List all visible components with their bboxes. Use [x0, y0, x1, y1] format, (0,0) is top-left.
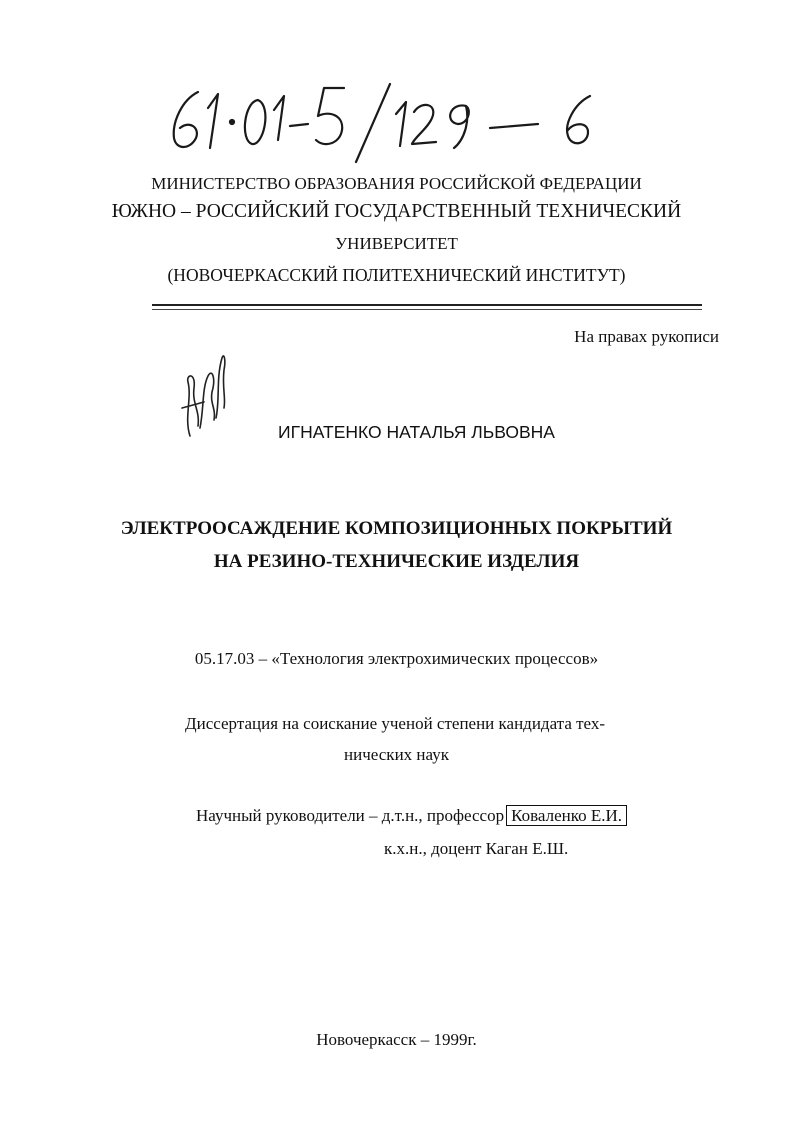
- supervisors-line2: к.х.н., доцент Каган Е.Ш.: [384, 839, 569, 858]
- dissertation-title-line1: ЭЛЕКТРООСАЖДЕНИЕ КОМПОЗИЦИОННЫХ ПОКРЫТИЙ: [120, 518, 673, 539]
- dissertation-title-line2: НА РЕЗИНО-ТЕХНИЧЕСКИЕ ИЗДЕЛИЯ: [213, 551, 580, 572]
- handwritten-archive-number: [160, 70, 640, 165]
- rights-note: На правах рукописи: [574, 327, 719, 346]
- supervisors-label: Научный руководители – д.т.н., профессор: [196, 806, 505, 825]
- ministry-line: МИНИСТЕРСТВО ОБРАЗОВАНИЯ РОССИЙСКОЙ ФЕДЕРАЦИИ: [151, 174, 642, 193]
- header-rule-thick: [152, 304, 702, 306]
- header-rule-thin: [152, 309, 702, 310]
- university-line: ЮЖНО – РОССИЙСКИЙ ГОСУДАРСТВЕННЫЙ ТЕХНИЧЕСКИЙ: [111, 201, 682, 222]
- dissertation-description-line2: нических наук: [344, 745, 449, 764]
- supervisor-boxed-name: Коваленко Е.И.: [506, 805, 627, 826]
- city-year: Новочеркасск – 1999г.: [316, 1030, 477, 1049]
- supervisors-line1: [196, 806, 627, 826]
- specialty-code: 05.17.03 – «Технология электрохимических процессов»: [194, 649, 599, 668]
- institute-line: (НОВОЧЕРКАССКИЙ ПОЛИТЕХНИЧЕСКИЙ ИНСТИТУТ): [167, 265, 626, 285]
- university-word-line: УНИВЕРСИТЕТ: [335, 234, 458, 253]
- author-name: ИГНАТЕНКО НАТАЛЬЯ ЛЬВОВНА: [278, 422, 555, 442]
- dissertation-description-line1: Диссертация на соискание ученой степени кандидата тех-: [185, 714, 606, 733]
